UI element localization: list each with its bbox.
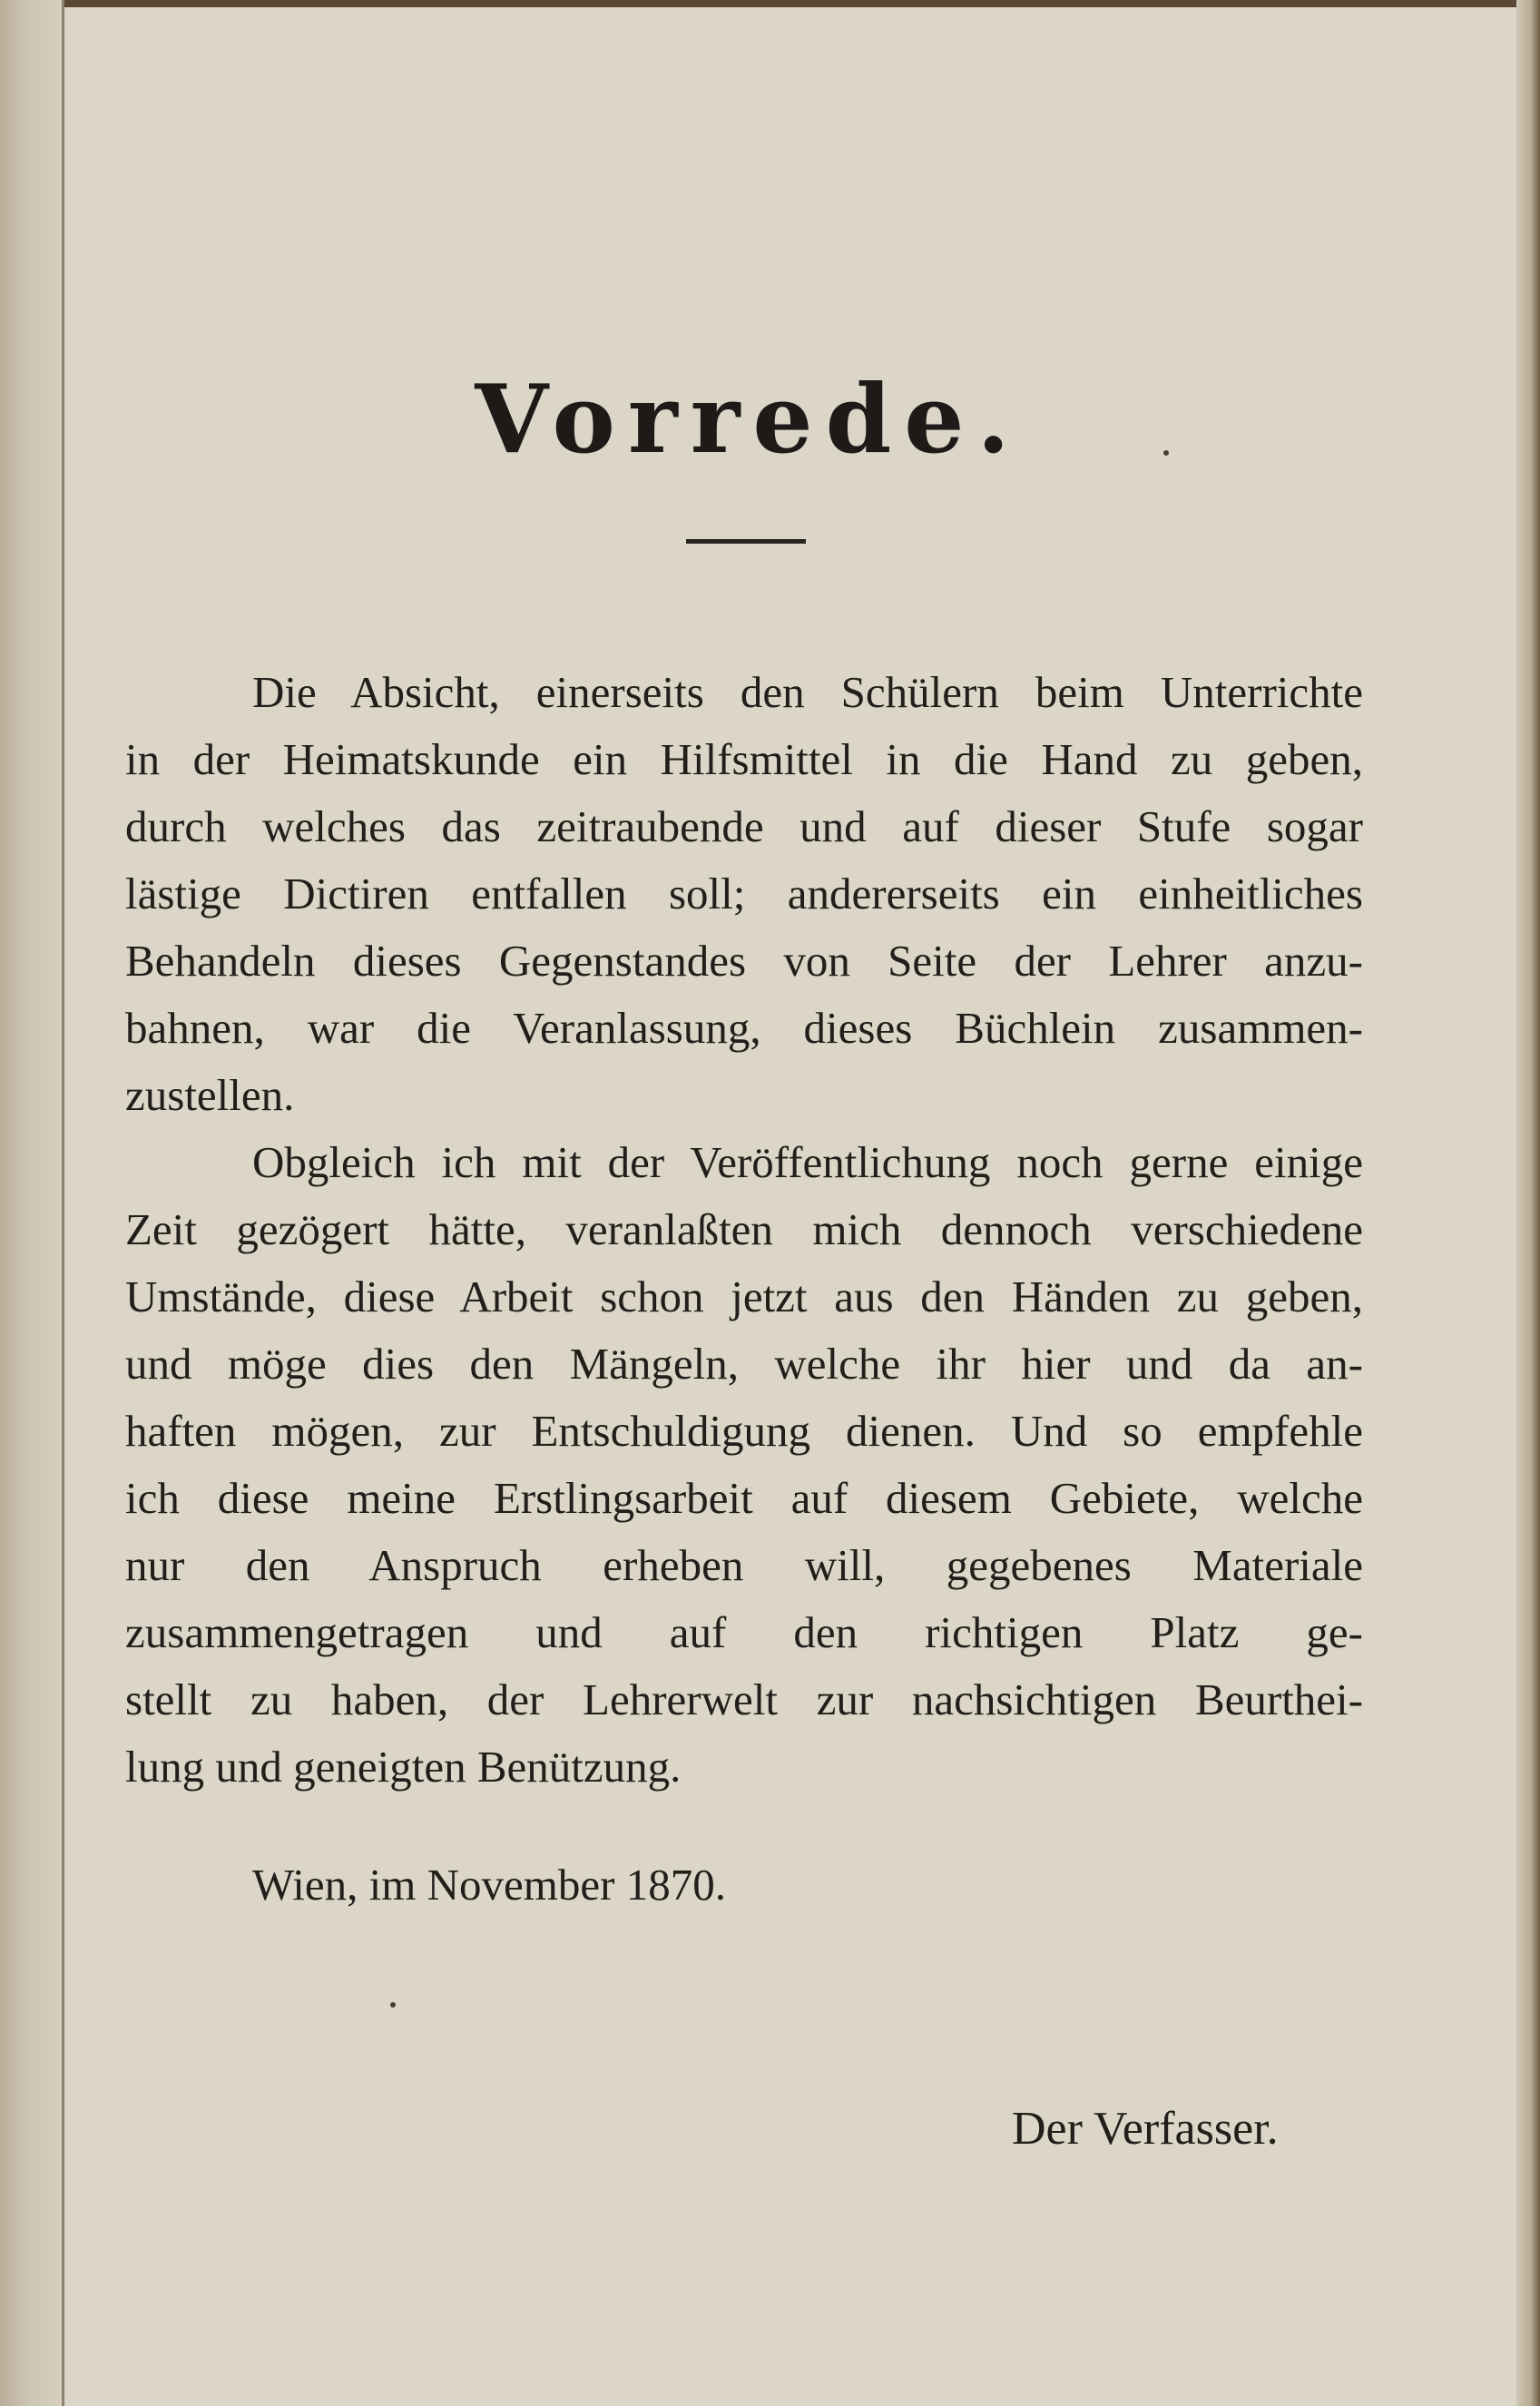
- paper-speck: [1163, 450, 1169, 456]
- text-line: Obgleich ich mit der Veröffentlichung noch gerne einige: [252, 1137, 1363, 1187]
- text-line: haften mögen, zur Entschuldigung dienen. Und so empfehle: [125, 1406, 1363, 1456]
- text-line: zusammengetragen und auf den richtigen Platz ge-: [125, 1607, 1363, 1657]
- text-line: zustellen.: [125, 1070, 295, 1120]
- title-divider: [686, 539, 806, 544]
- text-line: Zeit gezögert hätte, veranlaßten mich dennoch verschiedene: [125, 1204, 1363, 1254]
- book-gutter: [0, 0, 64, 2406]
- text-line: durch welches das zeitraubende und auf dieser Stufe sogar: [125, 801, 1363, 851]
- text-line: stellt zu haben, der Lehrerwelt zur nachsichtigen Beurthei-: [125, 1674, 1363, 1724]
- text-line: ich diese meine Erstlingsarbeit auf diesem Gebiete, welche: [125, 1473, 1363, 1523]
- preface-body: [125, 659, 1363, 1801]
- paper-speck: [390, 2002, 396, 2008]
- text-line: Die Absicht, einerseits den Schülern beim Unterrichte: [252, 667, 1363, 717]
- page-title: Vorrede.: [475, 363, 1023, 475]
- paragraph-1: [125, 659, 1363, 1129]
- page-right-edge: [1516, 0, 1540, 2406]
- text-line: Behandeln dieses Gegenstandes von Seite der Lehrer anzu-: [125, 936, 1363, 986]
- paragraph-2: [125, 1129, 1363, 1801]
- page-top-edge: [0, 0, 1540, 7]
- text-line: und möge dies den Mängeln, welche ihr hier und da an-: [125, 1339, 1363, 1389]
- author-signature: Der Verfasser.: [1012, 2103, 1279, 2155]
- text-line: Umstände, diese Arbeit schon jetzt aus den Händen zu geben,: [125, 1272, 1363, 1321]
- text-line: bahnen, war die Veranlassung, dieses Büchlein zusammen-: [125, 1003, 1363, 1053]
- date-line: Wien, im November 1870.: [252, 1860, 726, 1910]
- text-line: in der Heimatskunde ein Hilfsmittel in die Hand zu geben,: [125, 734, 1363, 784]
- text-line: nur den Anspruch erheben will, gegebenes Materiale: [125, 1540, 1363, 1590]
- text-line: lästige Dictiren entfallen soll; andererseits ein einheitliches: [125, 869, 1363, 918]
- text-line: lung und geneigten Benützung.: [125, 1742, 682, 1792]
